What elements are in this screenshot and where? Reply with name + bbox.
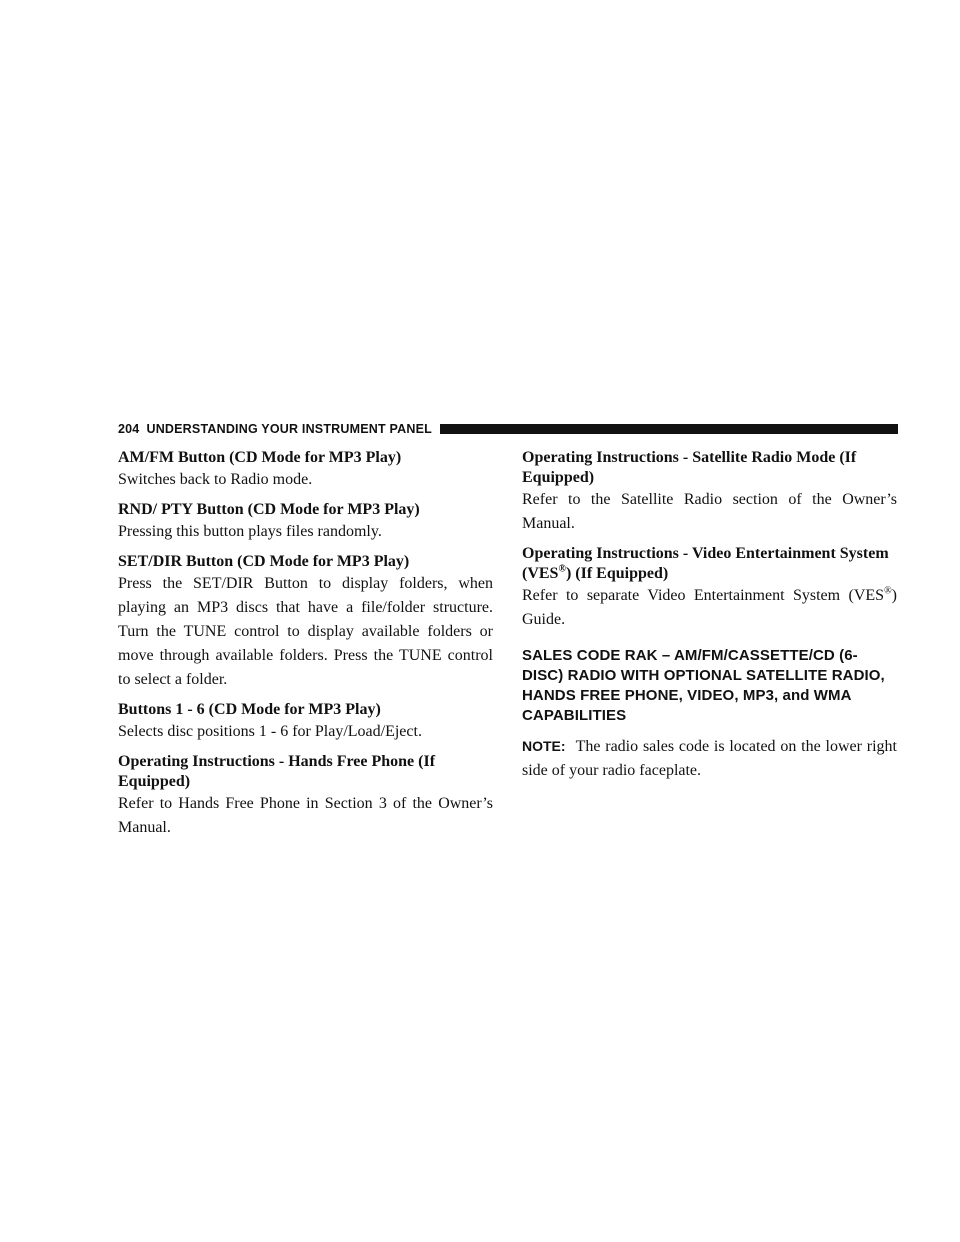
page-header [118,418,898,440]
sales-code-heading: SALES CODE RAK – AM/FM/CASSETTE/CD (6-DISC) RADIO WITH OPTIONAL SATELLITE RADIO, HANDS FREE PHONE, VIDEO, MP3, and WMA CAPABILITIES [522,647,885,724]
left-column [118,448,493,848]
registered-mark: ® [884,585,892,597]
section-rnd-pty-button [118,500,493,544]
section-heading: Buttons 1 - 6 (CD Mode for MP3 Play) [118,701,381,718]
body-text-a: Refer to separate Video Entertainment System (VES [522,587,885,604]
section-hands-free-phone [118,752,493,840]
section-satellite-radio [522,448,897,536]
section-body [522,584,897,632]
section-buttons-1-6 [118,700,493,744]
heading-text-a: Operating Instructions - Video Entertainment System (VES [522,545,889,582]
heading-text-b: ) (If Equipped) [565,565,669,582]
section-body: Refer to the Satellite Radio section of the Owner’s Manual. [522,491,897,532]
section-video-entertainment [522,544,897,632]
section-body: Pressing this button plays files randomly. [118,523,382,540]
header-rule [440,424,898,434]
section-set-dir-button [118,552,493,692]
section-body: Switches back to Radio mode. [118,471,313,488]
section-body: Refer to Hands Free Phone in Section 3 of the Owner’s Manual. [118,795,493,836]
note-paragraph [522,734,897,783]
section-heading: RND/ PTY Button (CD Mode for MP3 Play) [118,501,420,518]
section-heading [522,544,897,584]
section-title: UNDERSTANDING YOUR INSTRUMENT PANEL [146,422,432,436]
section-heading: SET/DIR Button (CD Mode for MP3 Play) [118,553,410,570]
section-heading: Operating Instructions - Satellite Radio Mode (If Equipped) [522,449,857,486]
registered-mark: ® [558,563,566,575]
note-text: The radio sales code is located on the lower right side of your radio faceplate. [522,738,897,779]
section-body: Selects disc positions 1 - 6 for Play/Load/Eject. [118,723,422,740]
page-number: 204 [118,422,140,436]
note-label: NOTE: [522,738,566,754]
section-heading: Operating Instructions - Hands Free Phone (If Equipped) [118,753,436,790]
section-body: Press the SET/DIR Button to display folders, when playing an MP3 discs that have a file/folder structure. Turn the TUNE control to display available folders or move through available folders. Press the TUNE control to select a folder. [118,575,493,688]
section-am-fm-button [118,448,493,492]
section-heading: AM/FM Button (CD Mode for MP3 Play) [118,449,402,466]
right-column [522,448,897,791]
body-text-b: ) Guide. [522,587,897,628]
